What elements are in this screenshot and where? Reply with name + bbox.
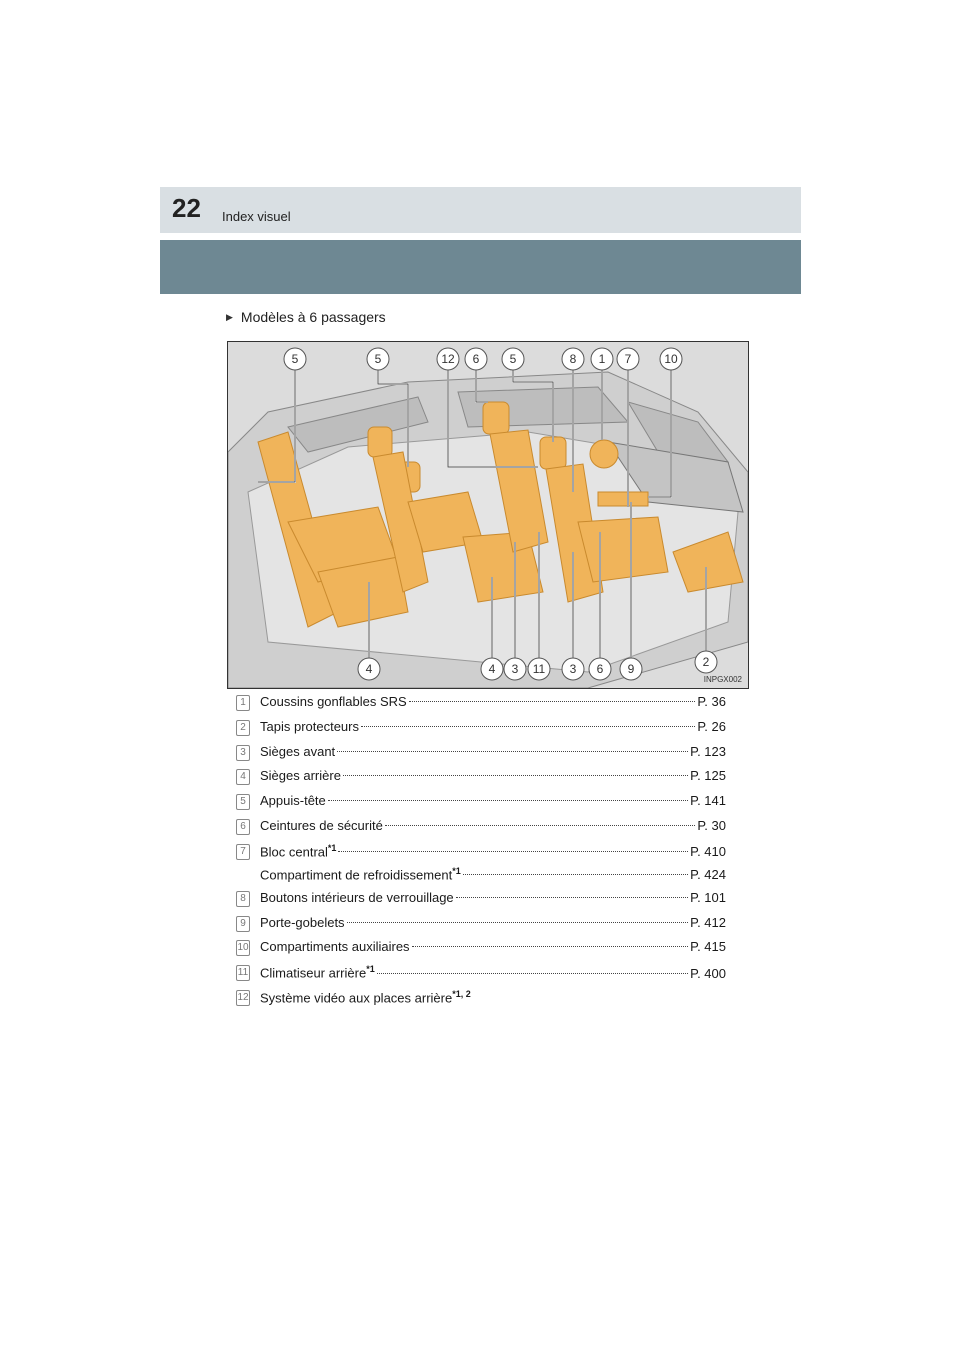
legend-item <box>236 793 726 818</box>
legend-item <box>236 964 726 989</box>
callout-top-9 <box>660 348 682 370</box>
svg-text:2: 2 <box>702 655 710 669</box>
callout-top-6 <box>562 348 584 370</box>
page-reference-link[interactable]: P. 26 <box>697 718 726 734</box>
legend-item <box>236 915 726 940</box>
legend-number-badge: 4 <box>236 769 250 785</box>
svg-text:9: 9 <box>627 662 635 676</box>
svg-text:3: 3 <box>511 662 519 676</box>
callout-top-2 <box>367 348 389 370</box>
footnote-marker: *1, 2 <box>452 988 471 999</box>
svg-text:5: 5 <box>291 352 299 366</box>
dot-leader <box>347 922 689 923</box>
legend-item <box>236 843 726 890</box>
legend-label: Porte-gobelets <box>260 914 345 930</box>
legend-item <box>236 890 726 915</box>
dot-leader <box>361 726 695 727</box>
legend-item <box>236 768 726 793</box>
callout-top-1 <box>284 348 306 370</box>
figure-code: INPGX002 <box>703 675 742 684</box>
subheading-text: Modèles à 6 passagers <box>240 309 386 325</box>
legend-number-badge: 11 <box>236 965 250 981</box>
svg-text:4: 4 <box>365 662 373 676</box>
footnote-marker: *1 <box>452 865 461 876</box>
interior-illustration <box>227 341 749 689</box>
section-banner <box>160 240 801 294</box>
legend-item <box>236 989 726 1014</box>
interior-drawing <box>228 342 748 688</box>
page-reference-link[interactable]: P. 400 <box>690 965 726 981</box>
legend-number-badge: 6 <box>236 819 250 835</box>
callout-top-5 <box>502 348 524 370</box>
svg-text:10: 10 <box>664 352 678 366</box>
legend-item <box>236 694 726 719</box>
legend-label: Boutons intérieurs de verrouillage <box>260 889 454 905</box>
callout-bottom-6 <box>589 658 611 680</box>
legend-item <box>236 744 726 769</box>
legend-label-secondary: Compartiment de refroidissement$^{*1}$ <box>260 865 461 883</box>
dot-leader <box>456 897 688 898</box>
svg-text:3: 3 <box>569 662 577 676</box>
page-reference-link[interactable]: P. 123 <box>690 743 726 759</box>
callout-top-8 <box>617 348 639 370</box>
dot-leader <box>337 751 688 752</box>
section-title: Index visuel <box>222 209 291 224</box>
svg-text:7: 7 <box>624 352 632 366</box>
legend-label: Ceintures de sécurité <box>260 817 383 833</box>
dot-leader <box>328 800 688 801</box>
callout-bottom-2 <box>481 658 503 680</box>
legend-number-badge: 5 <box>236 794 250 810</box>
callout-bottom-1 <box>358 658 380 680</box>
triangle-bullet-icon: ▶ <box>226 311 233 322</box>
legend-label: Sièges avant <box>260 743 336 759</box>
svg-text:1: 1 <box>598 352 606 366</box>
dot-leader <box>377 973 688 974</box>
legend-number-badge: 2 <box>236 720 250 736</box>
legend-label: Sièges arrière <box>260 768 341 784</box>
svg-text:4: 4 <box>488 662 496 676</box>
legend-number-badge: 8 <box>236 891 250 907</box>
svg-text:6: 6 <box>472 352 480 366</box>
legend-label: Appuis-tête <box>260 793 326 809</box>
callout-bottom-8 <box>695 651 717 673</box>
dot-leader <box>385 825 695 826</box>
legend-number-badge: 7 <box>236 844 250 860</box>
legend-item <box>236 719 726 744</box>
svg-text:8: 8 <box>569 352 577 366</box>
legend-number-badge: 12 <box>236 990 250 1006</box>
callout-bottom-5 <box>562 658 584 680</box>
dot-leader <box>463 874 688 875</box>
page-reference-link[interactable]: P. 415 <box>690 939 726 955</box>
callout-bottom-4 <box>528 658 550 680</box>
legend-item <box>236 818 726 843</box>
footnote-marker: *1 <box>366 964 375 975</box>
legend-label: Tapis protecteurs <box>260 718 359 734</box>
legend-label: Climatiseur arrière$^{*1}$ <box>260 964 375 981</box>
dot-leader <box>412 946 689 947</box>
legend-number-badge: 10 <box>236 940 250 956</box>
callout-top-3 <box>437 348 459 370</box>
footnote-marker: *1 <box>327 842 337 853</box>
page-reference-link[interactable]: P. 424 <box>690 867 726 883</box>
page-reference-link[interactable]: P. 141 <box>690 793 726 809</box>
page-reference-link[interactable]: P. 412 <box>690 914 726 930</box>
subheading <box>226 309 386 325</box>
legend-number-badge: 9 <box>236 916 250 932</box>
legend-number-badge: 1 <box>236 695 250 711</box>
callout-top-4 <box>465 348 487 370</box>
legend-label: Coussins gonflables SRS <box>260 694 407 709</box>
page-reference-link[interactable]: P. 125 <box>690 768 726 784</box>
legend-label: Compartiments auxiliaires <box>260 939 410 955</box>
callout-bottom-7 <box>620 658 642 680</box>
dot-leader <box>343 775 688 776</box>
callout-bottom-3 <box>504 658 526 680</box>
legend-list <box>236 694 726 1014</box>
svg-text:12: 12 <box>441 352 455 366</box>
svg-text:11: 11 <box>532 662 546 676</box>
svg-text:5: 5 <box>509 352 517 366</box>
dot-leader <box>338 851 688 852</box>
page-reference-link[interactable]: P. 36 <box>697 694 726 709</box>
legend-label: Bloc central$^{*1}$ <box>260 842 337 860</box>
legend-number-badge: 3 <box>236 745 250 761</box>
legend-label: Système vidéo aux places arrière$^{*1, 2}$ <box>260 988 471 1006</box>
page-number: 22 <box>172 193 201 223</box>
page-reference-link[interactable]: P. 410 <box>690 844 726 860</box>
page-reference-link[interactable]: P. 101 <box>690 889 726 905</box>
dot-leader <box>409 701 696 702</box>
legend-item <box>236 939 726 964</box>
svg-text:5: 5 <box>374 352 382 366</box>
callout-top-7 <box>591 348 613 370</box>
svg-text:6: 6 <box>596 662 604 676</box>
page-reference-link[interactable]: P. 30 <box>697 817 726 833</box>
